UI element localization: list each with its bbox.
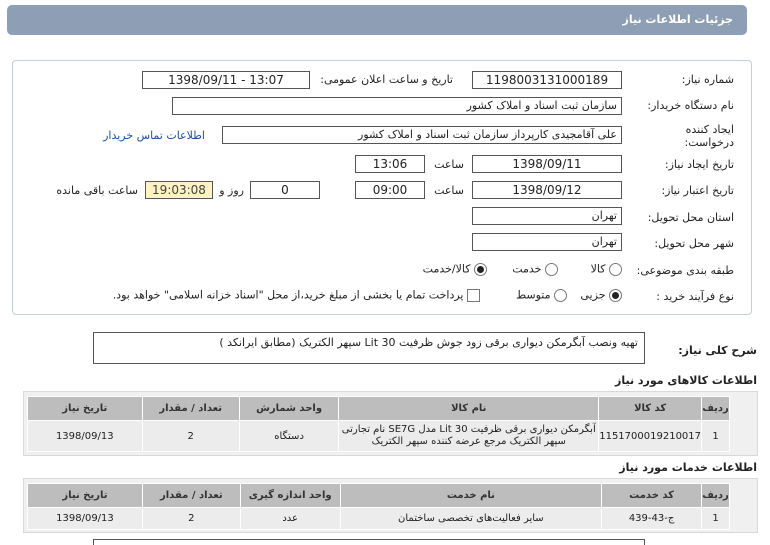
cell-row: 1 bbox=[702, 508, 730, 530]
city-field: تهران bbox=[472, 233, 622, 251]
cell-code: ج-43-439 bbox=[602, 508, 702, 530]
province-label: استان محل تحویل: bbox=[647, 211, 734, 224]
need-number-field: 1198003131000189 bbox=[472, 71, 622, 89]
col-name: نام خدمت bbox=[340, 484, 602, 508]
category-option-service[interactable]: خدمت bbox=[512, 262, 558, 276]
days-label: روز و bbox=[219, 184, 244, 197]
services-table-header bbox=[28, 484, 730, 508]
checkbox-icon[interactable] bbox=[467, 289, 480, 302]
cell-unit: دستگاه bbox=[239, 421, 338, 452]
process-option-minor[interactable]: جزیی bbox=[580, 288, 622, 302]
cell-name: آبگرمکن دیواری برقی ظرفیت Lit 30 مدل SE7G نام تجارتی سپهر الکتریک مرجع عرضه کننده سپهر الکتریک bbox=[339, 421, 599, 452]
description-box bbox=[93, 332, 645, 364]
radio-icon[interactable] bbox=[545, 263, 558, 276]
cell-code: 1151700019210017 bbox=[599, 421, 702, 452]
validity-time-label: ساعت bbox=[434, 184, 464, 197]
created-time-label: ساعت bbox=[434, 158, 464, 171]
table-row bbox=[28, 508, 730, 530]
col-date: تاریخ نیاز bbox=[28, 397, 143, 421]
category-option-goods[interactable]: کالا bbox=[591, 262, 622, 276]
city-label: شهر محل تحویل: bbox=[654, 237, 734, 250]
created-time-field: 13:06 bbox=[355, 155, 425, 173]
radio-selected-icon[interactable] bbox=[609, 289, 622, 302]
remaining-time-field: 19:03:08 bbox=[145, 181, 213, 199]
col-unit: واحد شمارش bbox=[239, 397, 338, 421]
buyer-field: سازمان ثبت اسناد و املاک کشور bbox=[172, 97, 622, 115]
cell-unit: عدد bbox=[240, 508, 340, 530]
col-code: کد خدمت bbox=[602, 484, 702, 508]
goods-table bbox=[27, 396, 730, 452]
radio-icon[interactable] bbox=[554, 289, 567, 302]
services-section-title: اطلاعات خدمات مورد نیاز bbox=[619, 461, 757, 474]
process-label: نوع فرآیند خرید : bbox=[656, 290, 734, 303]
cell-row: 1 bbox=[702, 421, 730, 452]
creator-field: علی آقامجیدی کارپرداز سازمان ثبت اسناد و املاک کشور bbox=[222, 126, 622, 144]
treasury-payment-option[interactable]: پرداخت تمام یا بخشی از مبلغ خرید،از محل "اسناد خزانه اسلامی" خواهد بود. bbox=[113, 288, 480, 302]
cell-qty: 2 bbox=[142, 508, 240, 530]
contact-buyer-link[interactable]: اطلاعات تماس خریدار bbox=[103, 129, 205, 142]
col-row: ردیف bbox=[702, 397, 730, 421]
category-option-goods-service[interactable]: کالا/خدمت bbox=[423, 262, 487, 276]
need-number-label: شماره نیاز: bbox=[681, 73, 734, 86]
description-text: تهیه ونصب آبگرمکن دیواری برقی زود جوش ظرفیت Lit 30 سپهر الکتریک (مطابق ایرانکد ) bbox=[219, 336, 638, 349]
cell-date: 1398/09/13 bbox=[28, 421, 143, 452]
process-option-medium[interactable]: متوسط bbox=[516, 288, 567, 302]
description-label: شرح کلی نیاز: bbox=[678, 344, 757, 357]
goods-table-header bbox=[28, 397, 730, 421]
col-qty: تعداد / مقدار bbox=[142, 484, 240, 508]
buyer-label: نام دستگاه خریدار: bbox=[647, 99, 734, 112]
announce-field: 1398/09/11 - 13:07 bbox=[142, 71, 310, 89]
col-code: کد کالا bbox=[599, 397, 702, 421]
cell-qty: 2 bbox=[142, 421, 239, 452]
services-table bbox=[27, 483, 730, 530]
created-date-field: 1398/09/11 bbox=[472, 155, 622, 173]
table-row bbox=[28, 421, 730, 452]
radio-icon[interactable] bbox=[609, 263, 622, 276]
days-field: 0 bbox=[250, 181, 320, 199]
validity-date-field: 1398/09/12 bbox=[472, 181, 622, 199]
remaining-label: ساعت باقی مانده bbox=[56, 184, 138, 197]
page-header bbox=[7, 5, 747, 35]
page-title: جزئیات اطلاعات نیاز bbox=[622, 13, 733, 26]
radio-selected-icon[interactable] bbox=[474, 263, 487, 276]
category-label: طبقه بندی موضوعی: bbox=[636, 264, 734, 277]
cell-name: سایر فعالیت‌های تخصصی ساختمان bbox=[340, 508, 602, 530]
created-date-label: تاریخ ایجاد نیاز: bbox=[664, 158, 734, 171]
creator-label: ایجاد کننده درخواست: bbox=[684, 123, 734, 149]
goods-section-title: اطلاعات کالاهای مورد نیاز bbox=[615, 374, 757, 387]
validity-time-field: 09:00 bbox=[355, 181, 425, 199]
col-qty: تعداد / مقدار bbox=[142, 397, 239, 421]
col-row: ردیف bbox=[702, 484, 730, 508]
validity-label: تاریخ اعتبار نیاز: bbox=[661, 184, 734, 197]
col-unit: واحد اندازه گیری bbox=[240, 484, 340, 508]
province-field: تهران bbox=[472, 207, 622, 225]
col-name: نام کالا bbox=[339, 397, 599, 421]
partial-box bbox=[93, 539, 645, 545]
announce-label: تاریخ و ساعت اعلان عمومی: bbox=[320, 73, 453, 86]
col-date: تاریخ نیاز bbox=[28, 484, 143, 508]
cell-date: 1398/09/13 bbox=[28, 508, 143, 530]
